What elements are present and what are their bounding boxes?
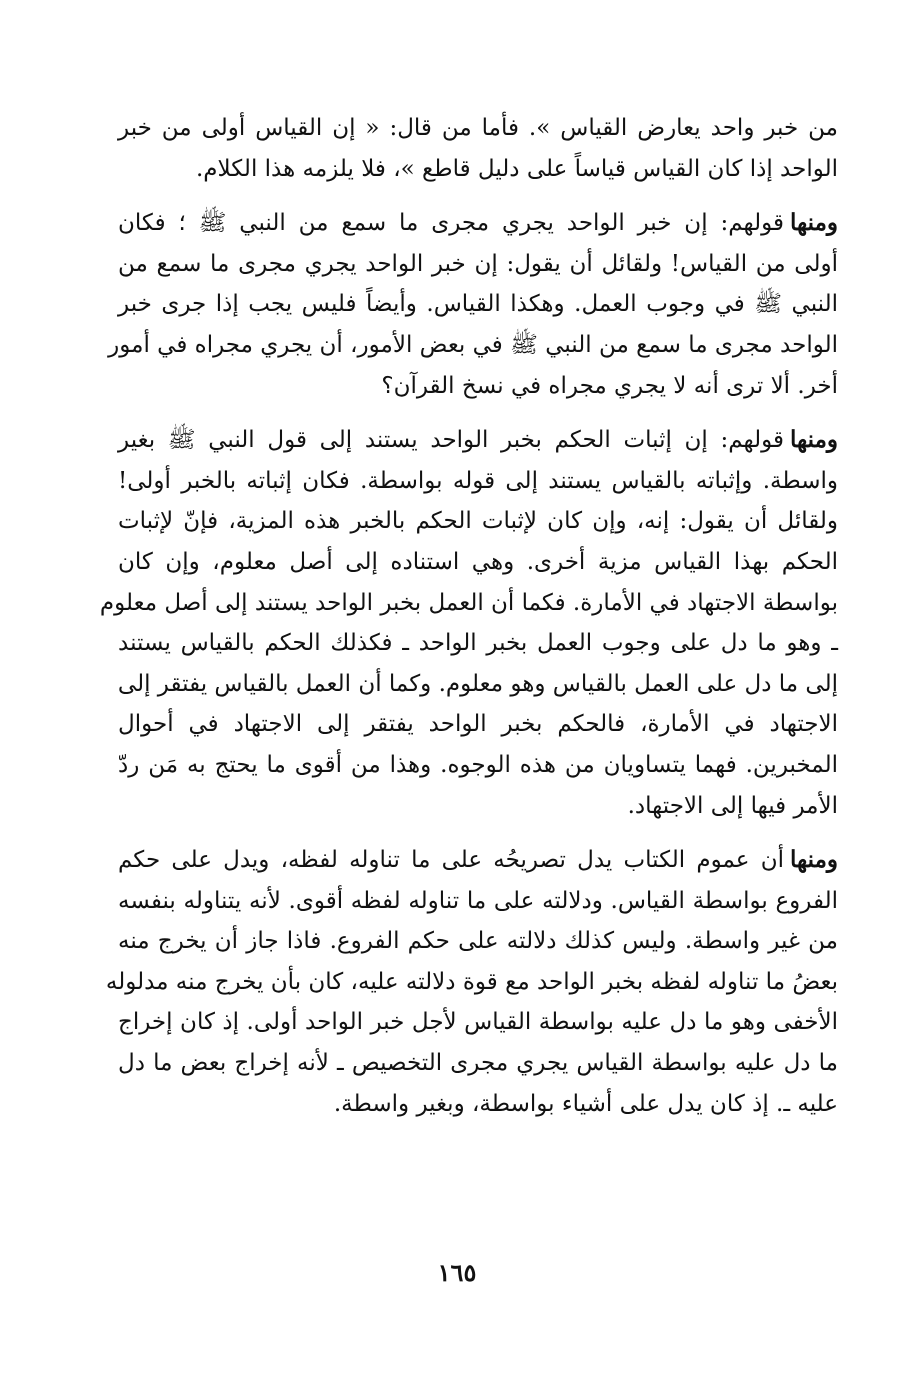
text-line: إلى ما دل على العمل بالقياس وهو معلوم. وكما أن العمل بالقياس يفتقر إلى bbox=[117, 670, 838, 697]
text-line: قولهم: إن خبر الواحد يجري مجرى ما سمع من النبي ﷺ ؛ فكان bbox=[118, 210, 785, 237]
paragraph-2 bbox=[108, 203, 838, 406]
text-line: أخر. ألا ترى أنه لا يجري مجراه في نسخ القرآن؟ bbox=[381, 372, 838, 399]
text-line: الأمر فيها إلى الاجتهاد. bbox=[627, 792, 838, 819]
text-line-with-keyword bbox=[118, 840, 838, 881]
text-line: بعضُ ما تناوله لفظه بخبر الواحد مع قوة دلالته عليه، كان بأن يخرج منه مدلوله bbox=[105, 968, 838, 995]
text-line: الأخفى وهو ما دل عليه بواسطة القياس لأجل خبر الواحد أولى. إذ كان إخراج bbox=[118, 1009, 838, 1036]
text-line: النبي ﷺ في وجوب العمل. وهكذا القياس. وأيضاً فليس يجب إذا جرى خبر bbox=[118, 291, 838, 318]
text-line: أولى من القياس! ولقائل أن يقول: إن خبر الواحد يجري مجرى ما سمع من bbox=[118, 250, 838, 277]
text-line: الواحد مجرى ما سمع من النبي ﷺ في بعض الأمور، أن يجري مجراه في أمور bbox=[108, 331, 838, 358]
text-line: ما دل عليه بواسطة القياس يجري مجرى التخصيص ـ لأنه إخراج بعض ما دل bbox=[118, 1050, 838, 1077]
text-line-with-keyword bbox=[118, 420, 838, 461]
text-line: الواحد إذا كان القياس قياساً على دليل قاطع »، فلا يلزمه هذا الكلام. bbox=[195, 155, 838, 182]
text-line: واسطة. وإثباته بالقياس يستند إلى قوله بواسطة. فكان إثباته بالخبر أولى! bbox=[118, 467, 838, 494]
text-line: بواسطة الاجتهاد في الأمارة. فكما أن العمل بخبر الواحد يستند إلى أصل معلوم bbox=[99, 589, 838, 616]
text-line: المخبرين. فهما يتساويان من هذه الوجوه. وهذا من أقوى ما يحتج به مَن ردّ bbox=[118, 751, 838, 778]
text-line: عليه ـ. إذ كان يدل على أشياء بواسطة، وبغير واسطة. bbox=[333, 1090, 838, 1117]
text-line: أن عموم الكتاب يدل تصريحُه على ما تناوله لفظه، ويدل على حكم bbox=[118, 847, 785, 874]
page-number: ١٦٥ bbox=[437, 1258, 477, 1287]
paragraph-1 bbox=[118, 108, 838, 189]
text-line: الحكم بهذا القياس مزية أخرى. وهي استناده إلى أصل معلوم، وإن كان bbox=[118, 548, 838, 575]
text-line: ـ وهو ما دل على وجوب العمل بخبر الواحد ـ فكذلك الحكم بالقياس يستند bbox=[118, 630, 838, 657]
paragraph-3 bbox=[99, 420, 838, 826]
text-line: من غير واسطة. وليس كذلك دلالته على حكم الفروع. فاذا جاز أن يخرج منه bbox=[118, 928, 838, 955]
text-line-with-keyword bbox=[118, 203, 838, 244]
paragraph-4 bbox=[105, 840, 838, 1124]
text-line: الاجتهاد في الأمارة، فالحكم بخبر الواحد يفتقر إلى الاجتهاد في أحوال bbox=[118, 711, 838, 738]
text-line: الفروع بواسطة القياس. ودلالته على ما تناوله لفظه أقوى. لأنه يتناوله بنفسه bbox=[118, 887, 838, 914]
text-line: قولهم: إن إثبات الحكم بخبر الواحد يستند إلى قول النبي ﷺ بغير bbox=[118, 427, 785, 454]
text-line: من خبر واحد يعارض القياس ». فأما من قال: « إن القياس أولى من خبر bbox=[118, 115, 838, 141]
page-body bbox=[99, 108, 838, 1138]
section-keyword: ومنها bbox=[790, 209, 838, 237]
section-keyword: ومنها bbox=[790, 846, 838, 874]
section-keyword: ومنها bbox=[790, 426, 838, 454]
text-line: ولقائل أن يقول: إنه، وإن كان لإثبات الحكم بالخبر هذه المزية، فإنّ لإثبات bbox=[118, 508, 838, 535]
